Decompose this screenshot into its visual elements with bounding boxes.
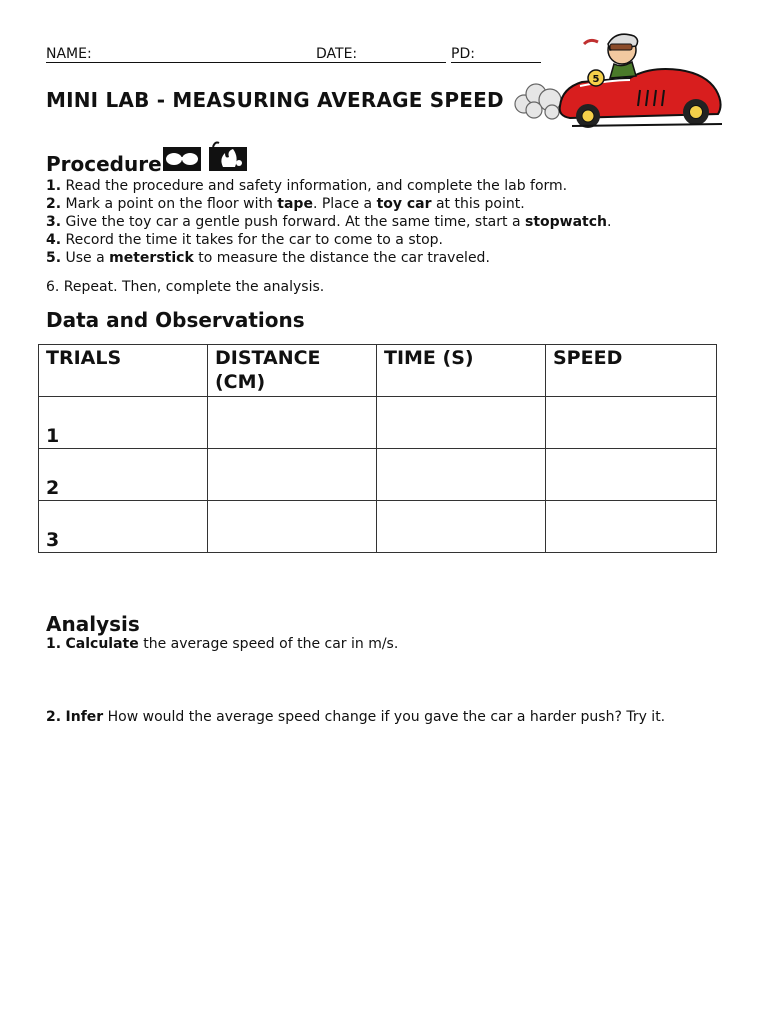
distance-cell[interactable] xyxy=(208,501,377,553)
procedure-step: 2. Mark a point on the floor with tape. Place a toy car at this point. xyxy=(46,196,525,212)
procedure-step: 4. Record the time it takes for the car to come to a stop. xyxy=(46,232,443,248)
speed-cell[interactable] xyxy=(546,397,717,449)
analysis-question-2: 2. Infer How would the average speed change if you gave the car a harder push? Try it. xyxy=(46,709,666,725)
name-label: NAME: xyxy=(46,46,92,62)
svg-text:5: 5 xyxy=(592,74,600,85)
page-title: MINI LAB - MEASURING AVERAGE SPEED xyxy=(46,88,504,112)
table-row xyxy=(39,449,717,501)
trial-number: 1 xyxy=(39,397,208,449)
date-blank[interactable] xyxy=(316,62,446,63)
trial-number: 3 xyxy=(39,501,208,553)
procedure-step: 5. Use a meterstick to measure the distance the car traveled. xyxy=(46,250,490,266)
time-cell[interactable] xyxy=(377,501,546,553)
procedure-steps xyxy=(46,177,611,267)
table-row xyxy=(39,501,717,553)
time-cell[interactable] xyxy=(377,397,546,449)
procedure-step: 3. Give the toy car a gentle push forward. At the same time, start a stopwatch. xyxy=(46,214,612,230)
table-header-row xyxy=(39,345,717,397)
trial-number: 2 xyxy=(39,449,208,501)
distance-cell[interactable] xyxy=(208,449,377,501)
procedure-heading: Procedure xyxy=(46,152,162,176)
column-header-speed: SPEED xyxy=(546,345,717,397)
data-table xyxy=(38,344,717,553)
table-row xyxy=(39,397,717,449)
race-car-illustration xyxy=(510,28,730,130)
time-cell[interactable] xyxy=(377,449,546,501)
procedure-step-6: 6. Repeat. Then, complete the analysis. xyxy=(46,279,325,295)
analysis-heading: Analysis xyxy=(46,612,140,636)
date-label: DATE: xyxy=(316,46,358,62)
pd-label: PD: xyxy=(451,46,475,62)
flame-icon xyxy=(209,141,247,171)
column-header-distance: DISTANCE (CM) xyxy=(208,345,377,397)
goggles-icon xyxy=(163,147,201,171)
data-observations-heading: Data and Observations xyxy=(46,308,305,332)
distance-cell[interactable] xyxy=(208,397,377,449)
analysis-question-1: 1. Calculate the average speed of the car in m/s. xyxy=(46,636,399,652)
speed-cell[interactable] xyxy=(546,449,717,501)
column-header-trials: TRIALS xyxy=(39,345,208,397)
name-blank[interactable] xyxy=(46,62,316,63)
speed-cell[interactable] xyxy=(546,501,717,553)
procedure-step: 1. Read the procedure and safety information, and complete the lab form. xyxy=(46,178,568,194)
column-header-time: TIME (S) xyxy=(377,345,546,397)
